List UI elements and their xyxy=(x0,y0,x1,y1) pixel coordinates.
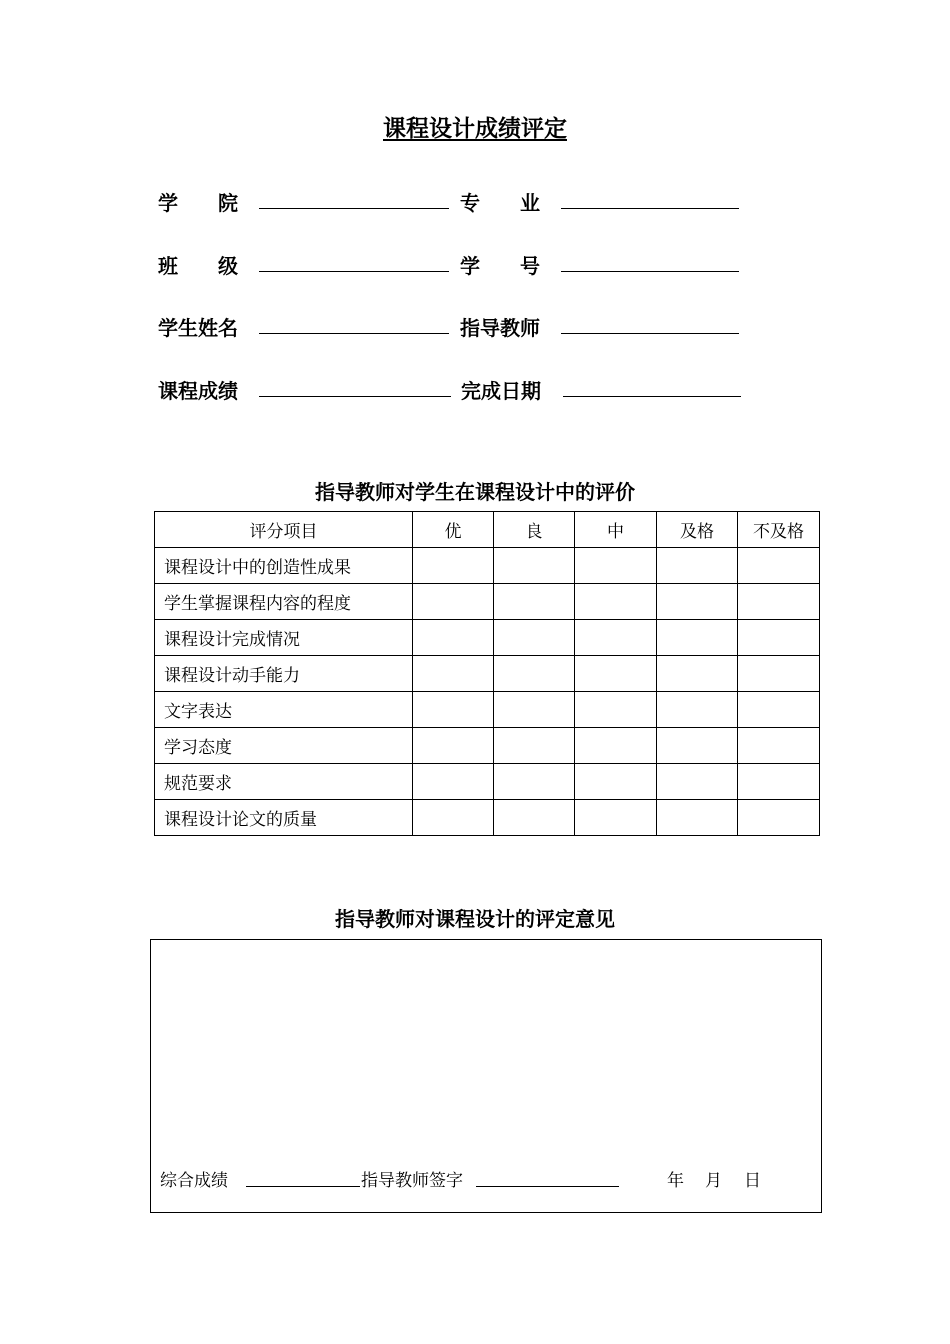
rating-cell[interactable] xyxy=(738,548,820,584)
rating-cell[interactable] xyxy=(657,692,738,728)
opinion-title: 指导教师对课程设计的评定意见 xyxy=(335,907,615,931)
rating-cell[interactable] xyxy=(738,584,820,620)
grade-label: 课程成绩 xyxy=(158,379,238,403)
header-average: 中 xyxy=(575,512,657,548)
table-row xyxy=(155,620,820,656)
rating-cell[interactable] xyxy=(413,764,494,800)
header-fail: 不及格 xyxy=(738,512,820,548)
table-row xyxy=(155,584,820,620)
major-label: 专 业 xyxy=(460,191,540,215)
rating-cell[interactable] xyxy=(657,620,738,656)
rating-cell[interactable] xyxy=(657,548,738,584)
header-good: 良 xyxy=(494,512,575,548)
overall-grade-field[interactable] xyxy=(246,1186,360,1187)
row-item-label: 学生掌握课程内容的程度 xyxy=(155,584,413,620)
signature-field[interactable] xyxy=(476,1186,619,1187)
rating-cell[interactable] xyxy=(657,728,738,764)
rating-cell[interactable] xyxy=(413,584,494,620)
rating-cell[interactable] xyxy=(575,656,657,692)
row-item-label: 课程设计论文的质量 xyxy=(155,800,413,836)
row-item-label: 规范要求 xyxy=(155,764,413,800)
row-item-label: 课程设计完成情况 xyxy=(155,620,413,656)
rating-cell[interactable] xyxy=(575,800,657,836)
student-id-field[interactable] xyxy=(561,271,739,272)
rating-cell[interactable] xyxy=(413,620,494,656)
rating-cell[interactable] xyxy=(494,656,575,692)
rating-cell[interactable] xyxy=(575,548,657,584)
signature-label: 指导教师签字 xyxy=(361,1171,463,1191)
college-label: 学 院 xyxy=(158,191,238,215)
rating-cell[interactable] xyxy=(494,800,575,836)
rating-cell[interactable] xyxy=(657,584,738,620)
rating-cell[interactable] xyxy=(575,692,657,728)
row-item-label: 课程设计动手能力 xyxy=(155,656,413,692)
evaluation-title: 指导教师对学生在课程设计中的评价 xyxy=(315,480,635,504)
overall-grade-label: 综合成绩 xyxy=(160,1171,228,1191)
header-pass: 及格 xyxy=(657,512,738,548)
rating-cell[interactable] xyxy=(494,584,575,620)
college-field[interactable] xyxy=(259,208,449,209)
rating-cell[interactable] xyxy=(575,584,657,620)
table-row xyxy=(155,692,820,728)
advisor-field[interactable] xyxy=(561,333,739,334)
class-field[interactable] xyxy=(259,271,449,272)
rating-cell[interactable] xyxy=(413,728,494,764)
rating-cell[interactable] xyxy=(657,656,738,692)
completion-date-label: 完成日期 xyxy=(461,379,541,403)
table-row xyxy=(155,764,820,800)
rating-cell[interactable] xyxy=(575,764,657,800)
rating-cell[interactable] xyxy=(494,764,575,800)
completion-date-field[interactable] xyxy=(563,396,741,397)
table-row xyxy=(155,548,820,584)
rating-cell[interactable] xyxy=(738,692,820,728)
student-id-label: 学 号 xyxy=(460,254,540,278)
evaluation-table xyxy=(154,511,820,836)
day-label: 日 xyxy=(744,1171,761,1191)
table-row xyxy=(155,800,820,836)
rating-cell[interactable] xyxy=(494,728,575,764)
grade-field[interactable] xyxy=(259,396,451,397)
rating-cell[interactable] xyxy=(738,764,820,800)
rating-cell[interactable] xyxy=(494,620,575,656)
advisor-label: 指导教师 xyxy=(460,316,540,340)
rating-cell[interactable] xyxy=(657,764,738,800)
student-name-field[interactable] xyxy=(259,333,449,334)
row-item-label: 学习态度 xyxy=(155,728,413,764)
row-item-label: 文字表达 xyxy=(155,692,413,728)
page-title: 课程设计成绩评定 xyxy=(383,116,567,142)
year-label: 年 xyxy=(667,1171,684,1191)
rating-cell[interactable] xyxy=(575,620,657,656)
rating-cell[interactable] xyxy=(413,800,494,836)
rating-cell[interactable] xyxy=(413,692,494,728)
table-header-row xyxy=(155,512,820,548)
table-row xyxy=(155,728,820,764)
rating-cell[interactable] xyxy=(413,548,494,584)
rating-cell[interactable] xyxy=(494,692,575,728)
table-row xyxy=(155,656,820,692)
student-name-label: 学生姓名 xyxy=(158,316,238,340)
rating-cell[interactable] xyxy=(657,800,738,836)
rating-cell[interactable] xyxy=(738,800,820,836)
month-label: 月 xyxy=(705,1171,722,1191)
rating-cell[interactable] xyxy=(575,728,657,764)
rating-cell[interactable] xyxy=(413,656,494,692)
rating-cell[interactable] xyxy=(738,728,820,764)
header-item: 评分项目 xyxy=(155,512,413,548)
rating-cell[interactable] xyxy=(738,656,820,692)
major-field[interactable] xyxy=(561,208,739,209)
rating-cell[interactable] xyxy=(494,548,575,584)
class-label: 班 级 xyxy=(158,254,238,278)
row-item-label: 课程设计中的创造性成果 xyxy=(155,548,413,584)
header-excellent: 优 xyxy=(413,512,494,548)
rating-cell[interactable] xyxy=(738,620,820,656)
